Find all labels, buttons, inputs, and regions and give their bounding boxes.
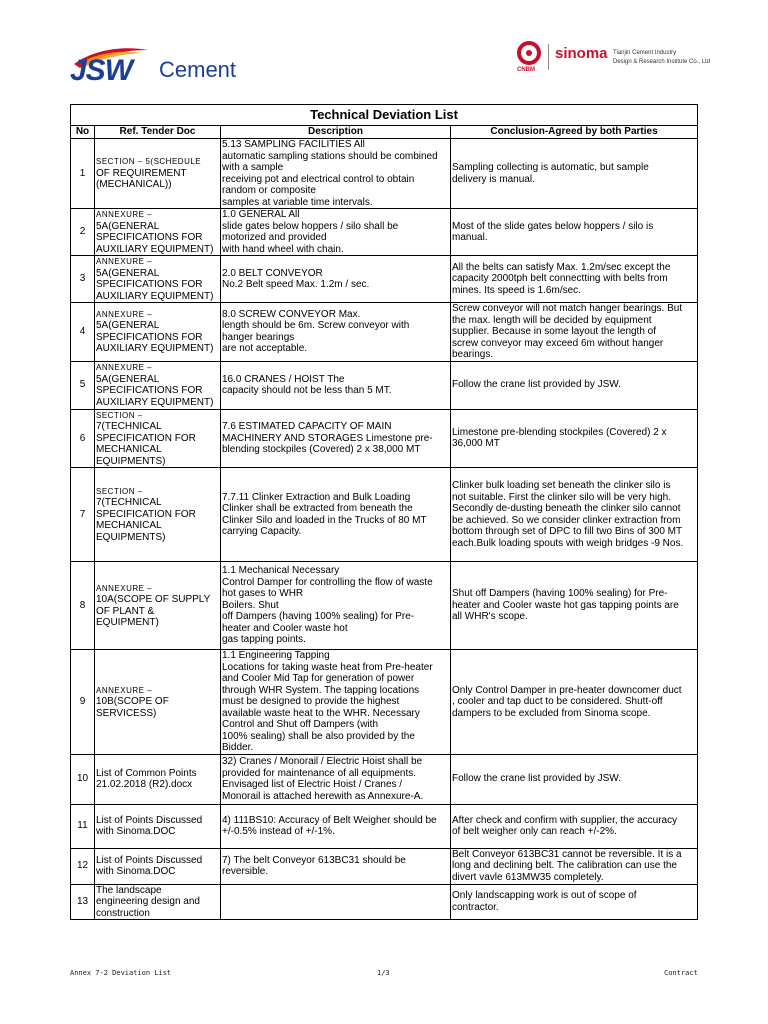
ref-detail: List of Points Discussed with Sinoma.DOC: [96, 814, 203, 837]
conclusion-cell: All the belts can satisfy Max. 1.2m/sec except the capacity 2000tph belt connectting with belts from mines. Its speed is 1.6m/sec.: [451, 256, 698, 303]
ref-section: ANNEXURE –: [96, 685, 153, 695]
table-row: [71, 848, 698, 884]
conclusion-cell: After check and confirm with supplier, the accuracy of belt weigher only can reach +/-2%.: [451, 804, 698, 848]
ref-detail: 5A(GENERAL SPECIFICATIONS FOR AUXILIARY EQUIPMENT): [96, 220, 214, 255]
ref-detail: 7(TECHNICAL SPECIFICATION FOR MECHANICAL EQUIPMENTS): [96, 421, 196, 467]
cnbm-label: CNBM: [517, 67, 535, 73]
conclusion-cell: Belt Conveyor 613BC31 cannot be reversible. It is a long and declining belt. The calibration can use the divert vavle 613MW35 completely.: [451, 848, 698, 884]
ref-tender-doc: [95, 848, 221, 884]
sinoma-brand: sinoma: [555, 45, 608, 62]
ref-section: ANNEXURE –: [96, 210, 153, 219]
jsw-cement-logo: [66, 44, 256, 88]
conclusion-cell: Follow the crane list provided by JSW.: [451, 361, 698, 409]
conclusion-cell: Only Control Damper in pre-heater downcomer duct , cooler and tap duct to be considered. Shutt-off dampers to be excluded from Sinoma scope.: [451, 650, 698, 755]
description-cell: 32) Cranes / Monorail / Electric Hoist shall be provided for maintenance of all equipments. Envisaged list of Electric Hoist / Cranes / Monorail is attached herewith as Annexure-A.: [221, 754, 451, 804]
table-row: [71, 650, 698, 755]
conclusion-cell: Limestone pre-blending stockpiles (Covered) 2 x 36,000 MT: [451, 409, 698, 468]
row-number: 6: [71, 409, 95, 468]
description-cell: 1.1 Engineering Tapping Locations for taking waste heat from Pre-heater and Cooler Mid Tap for generation of power through WHR System. The tapping locations must be designed to provide the highest available waste heat to the WHR. Necessary Control and Shut off Dampers (with 100% sealing) shall be also provided by the Bidder.: [221, 650, 451, 755]
conclusion-cell: Screw conveyor will not match hanger bearings. But the max. length will be decided by equipment supplier. Because in some layout the length of screw conveyor may exceed 6m without hanger bearings.: [451, 303, 698, 362]
conclusion-cell: Follow the crane list provided by JSW.: [451, 754, 698, 804]
page-header: [0, 0, 768, 100]
table-row: [71, 804, 698, 848]
row-number: 11: [71, 804, 95, 848]
ref-tender-doc: [95, 804, 221, 848]
conclusion-cell: Only landscapping work is out of scope of contractor.: [451, 884, 698, 920]
ref-tender-doc: [95, 209, 221, 256]
ref-detail: 10B(SCOPE OF SERVICESS): [96, 696, 169, 719]
sinoma-subtitle-1: Tianjin Cement Industry: [613, 50, 677, 56]
ref-detail: 5A(GENERAL SPECIFICATIONS FOR AUXILIARY EQUIPMENT): [96, 267, 214, 302]
ref-detail: 5A(GENERAL SPECIFICATIONS FOR AUXILIARY EQUIPMENT): [96, 320, 214, 355]
logo-divider: [548, 44, 549, 70]
ref-detail: The landscape engineering design and construction: [96, 884, 200, 919]
ref-detail: 10A(SCOPE OF SUPPLY OF PLANT & EQUIPMENT): [96, 594, 211, 628]
ref-section: SECTION –: [96, 410, 143, 420]
conclusion-cell: Most of the slide gates below hoppers / silo is manual.: [451, 209, 698, 256]
table-row: [71, 209, 698, 256]
ref-section: SECTION – 5(SCHEDULE: [96, 157, 202, 167]
column-header: Ref. Tender Doc: [95, 126, 221, 139]
ref-section: ANNEXURE –: [96, 309, 153, 319]
table-row: [71, 468, 698, 562]
row-number: 13: [71, 884, 95, 920]
row-number: 5: [71, 361, 95, 409]
brand-jsw: JSW: [70, 54, 133, 87]
ref-tender-doc: [95, 468, 221, 562]
ref-tender-doc: [95, 139, 221, 209]
row-number: 7: [71, 468, 95, 562]
row-number: 4: [71, 303, 95, 362]
description-cell: 7) The belt Conveyor 613BC31 should be reversible.: [221, 848, 451, 884]
brand-cement: Cement: [159, 57, 237, 82]
table-title: Technical Deviation List: [71, 105, 698, 126]
description-cell: 7.6 ESTIMATED CAPACITY OF MAIN MACHINERY AND STORAGES Limestone pre- blending stockpiles (Covered) 2 x 38,000 MT: [221, 409, 451, 468]
row-number: 12: [71, 848, 95, 884]
column-header: Description: [221, 126, 451, 139]
ref-section: ANNEXURE –: [96, 363, 153, 372]
description-cell: 7.7.11 Clinker Extraction and Bulk Loading Clinker shall be extracted from beneath the Clinker Silo and loaded in the Trucks of 80 MT carrying Capacity.: [221, 468, 451, 562]
cnbm-icon: [515, 40, 543, 68]
ref-tender-doc: [95, 754, 221, 804]
ref-section: ANNEXURE –: [96, 257, 153, 266]
conclusion-cell: Clinker bulk loading set beneath the clinker silo is not suitable. First the clinker silo will be very high. Secondly de-dusting beneath the clinker silo cannot be achieved. So we consider clinker extraction from bottom through set of DPC to fill two Bins of 300 MT each.Bulk loading spouts with weigh bridges -9 Nos.: [451, 468, 698, 562]
row-number: 1: [71, 139, 95, 209]
table-row: [71, 139, 698, 209]
footer-page-number: 1/3: [377, 969, 390, 977]
ref-tender-doc: [95, 650, 221, 755]
table-row: [71, 256, 698, 303]
row-number: 9: [71, 650, 95, 755]
footer-left: Annex 7-2 Deviation List: [70, 969, 172, 977]
description-cell: 4) 111BS10: Accuracy of Belt Weigher should be +/-0.5% instead of +/-1%.: [221, 804, 451, 848]
table-row: [71, 303, 698, 362]
table-row: [71, 754, 698, 804]
table-row: [71, 361, 698, 409]
ref-section: ANNEXURE –: [96, 583, 153, 593]
description-cell: 1.1 Mechanical Necessary Control Damper for controlling the flow of waste hot gases to WHR Boilers. Shut off Dampers (having 100% sealing) for Pre- heater and Cooler waste hot gas tapping points.: [221, 562, 451, 650]
ref-detail: List of Common Points 21.02.2018 (R2).docx: [96, 767, 197, 790]
row-number: 2: [71, 209, 95, 256]
row-number: 8: [71, 562, 95, 650]
table-row: [71, 884, 698, 920]
row-number: 10: [71, 754, 95, 804]
description-cell: 1.0 GENERAL All slide gates below hoppers / silo shall be motorized and provided with hand wheel with chain.: [221, 209, 451, 256]
conclusion-cell: Sampling collecting is automatic, but sample delivery is manual.: [451, 139, 698, 209]
description-cell: 16.0 CRANES / HOIST The capacity should not be less than 5 MT.: [221, 361, 451, 409]
table-row: [71, 409, 698, 468]
description-cell: 5.13 SAMPLING FACILITIES All automatic sampling stations should be combined with a sample receiving pot and electrical control to obtain random or composite samples at variable time intervals.: [221, 139, 451, 209]
row-number: 3: [71, 256, 95, 303]
footer-right: Contract: [664, 969, 698, 977]
ref-section: SECTION –: [96, 486, 143, 496]
column-header: Conclusion-Agreed by both Parties: [451, 126, 698, 139]
ref-tender-doc: [95, 303, 221, 362]
conclusion-cell: Shut off Dampers (having 100% sealing) for Pre- heater and Cooler waste hot gas tapping points are all WHR's scope.: [451, 562, 698, 650]
ref-detail: OF REQUIREMENT (MECHANICAL)): [96, 167, 187, 191]
sinoma-logo: [515, 40, 711, 76]
table-row: [71, 562, 698, 650]
ref-tender-doc: [95, 256, 221, 303]
ref-tender-doc: [95, 562, 221, 650]
description-cell: 8.0 SCREW CONVEYOR Max. length should be 6m. Screw conveyor with hanger bearings are not acceptable.: [221, 303, 451, 362]
column-header: No: [71, 126, 95, 139]
deviation-table: [70, 104, 698, 920]
ref-tender-doc: [95, 884, 221, 920]
ref-detail: List of Points Discussed with Sinoma.DOC: [96, 854, 203, 877]
ref-detail: 7(TECHNICAL SPECIFICATION FOR MECHANICAL EQUIPMENTS): [96, 497, 196, 543]
table-header-row: [71, 126, 698, 139]
ref-detail: 5A(GENERAL SPECIFICATIONS FOR AUXILIARY EQUIPMENT): [96, 373, 214, 408]
sinoma-subtitle-2: Design & Research Institute Co., Ltd: [613, 59, 711, 65]
description-cell: [221, 884, 451, 920]
ref-tender-doc: [95, 361, 221, 409]
description-cell: 2.0 BELT CONVEYOR No.2 Belt speed Max. 1.2m / sec.: [221, 256, 451, 303]
ref-tender-doc: [95, 409, 221, 468]
